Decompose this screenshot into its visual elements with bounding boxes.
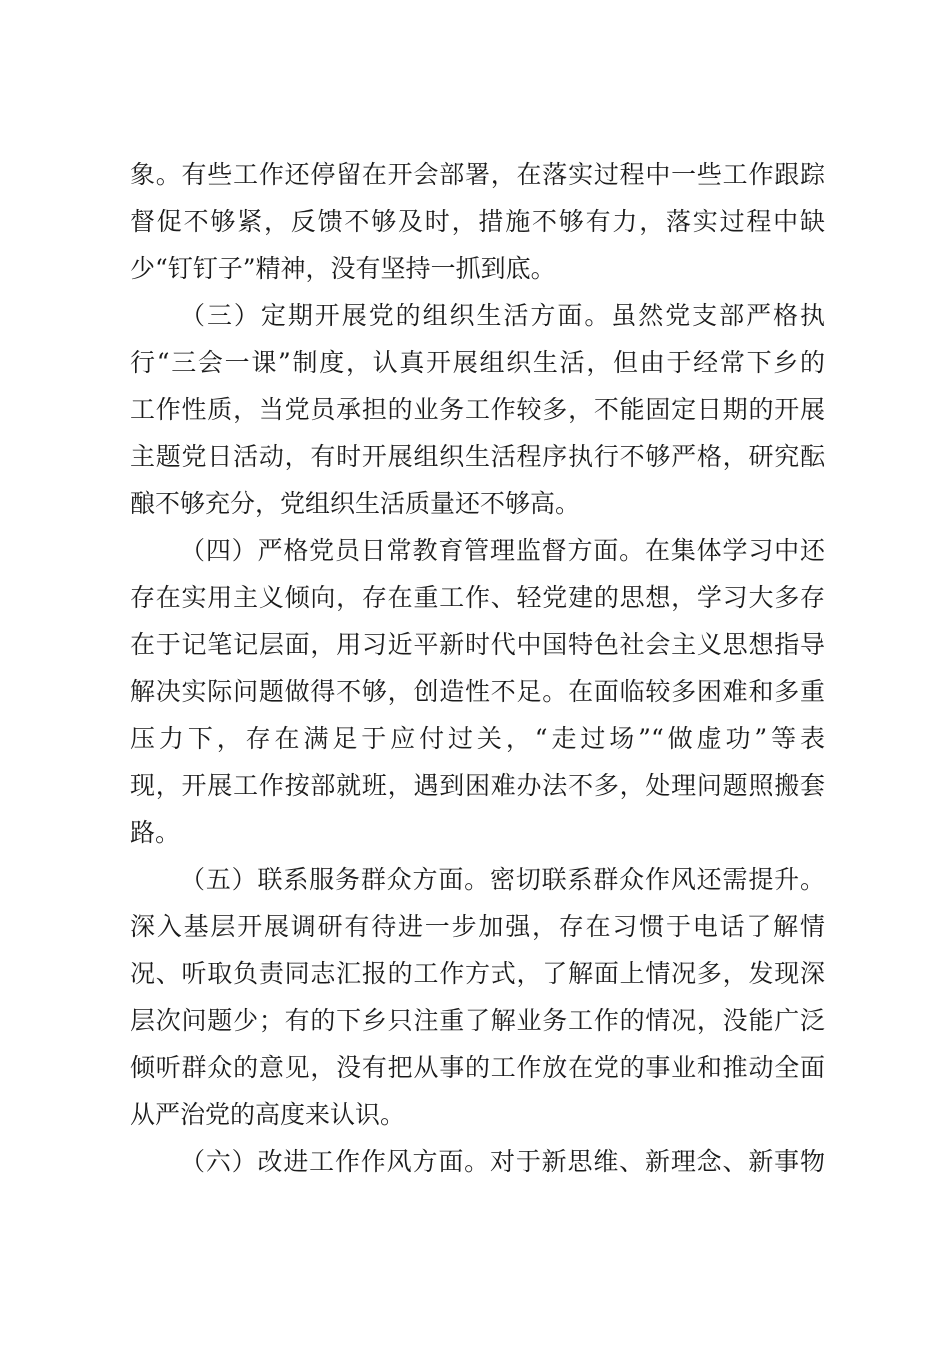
text-line: 解决实际问题做得不够，创造性不足。在面临较多困难和多重 [130, 677, 825, 706]
text-line: 从严治党的高度来认识。 [130, 1100, 406, 1129]
text-line: （四）严格党员日常教育管理监督方面。在集体学习中还 [180, 536, 825, 565]
text-line: 况、听取负责同志汇报的工作方式，了解面上情况多，发现深 [130, 959, 825, 988]
text-line: 督促不够紧，反馈不够及时，措施不够有力，落实过程中缺 [130, 207, 825, 236]
text-line: 现，开展工作按部就班，遇到困难办法不多，处理问题照搬套 [130, 771, 825, 800]
text-line: （五）联系服务群众方面。密切联系群众作风还需提升。 [180, 865, 825, 894]
text-line: 层次问题少；有的下乡只注重了解业务工作的情况，没能广泛 [130, 1006, 825, 1035]
text-line: 在于记笔记层面，用习近平新时代中国特色社会主义思想指导 [130, 630, 825, 659]
text-line: 工作性质，当党员承担的业务工作较多，不能固定日期的开展 [130, 395, 825, 424]
text-line: 路。 [130, 818, 181, 847]
text-line: （六）改进工作作风方面。对于新思维、新理念、新事物 [180, 1147, 825, 1176]
text-line: 行“三会一课”制度，认真开展组织生活，但由于经常下乡的 [130, 348, 825, 377]
text-line: 压力下，存在满足于应付过关，“走过场”“做虚功”等表 [130, 724, 825, 753]
text-line: 深入基层开展调研有待进一步加强，存在习惯于电话了解情 [130, 912, 825, 941]
text-line: 倾听群众的意见，没有把从事的工作放在党的事业和推动全面 [130, 1053, 825, 1082]
document-body [130, 151, 825, 1185]
text-line: 酿不够充分，党组织生活质量还不够高。 [130, 489, 581, 518]
text-line: 象。有些工作还停留在开会部署，在落实过程中一些工作跟踪 [130, 160, 825, 189]
text-line: 少“钉钉子”精神，没有坚持一抓到底。 [130, 254, 556, 283]
text-line: 主题党日活动，有时开展组织生活程序执行不够严格，研究酝 [130, 442, 825, 471]
text-line: 存在实用主义倾向，存在重工作、轻党建的思想，学习大多存 [130, 583, 825, 612]
text-line: （三）定期开展党的组织生活方面。虽然党支部严格执 [180, 301, 825, 330]
